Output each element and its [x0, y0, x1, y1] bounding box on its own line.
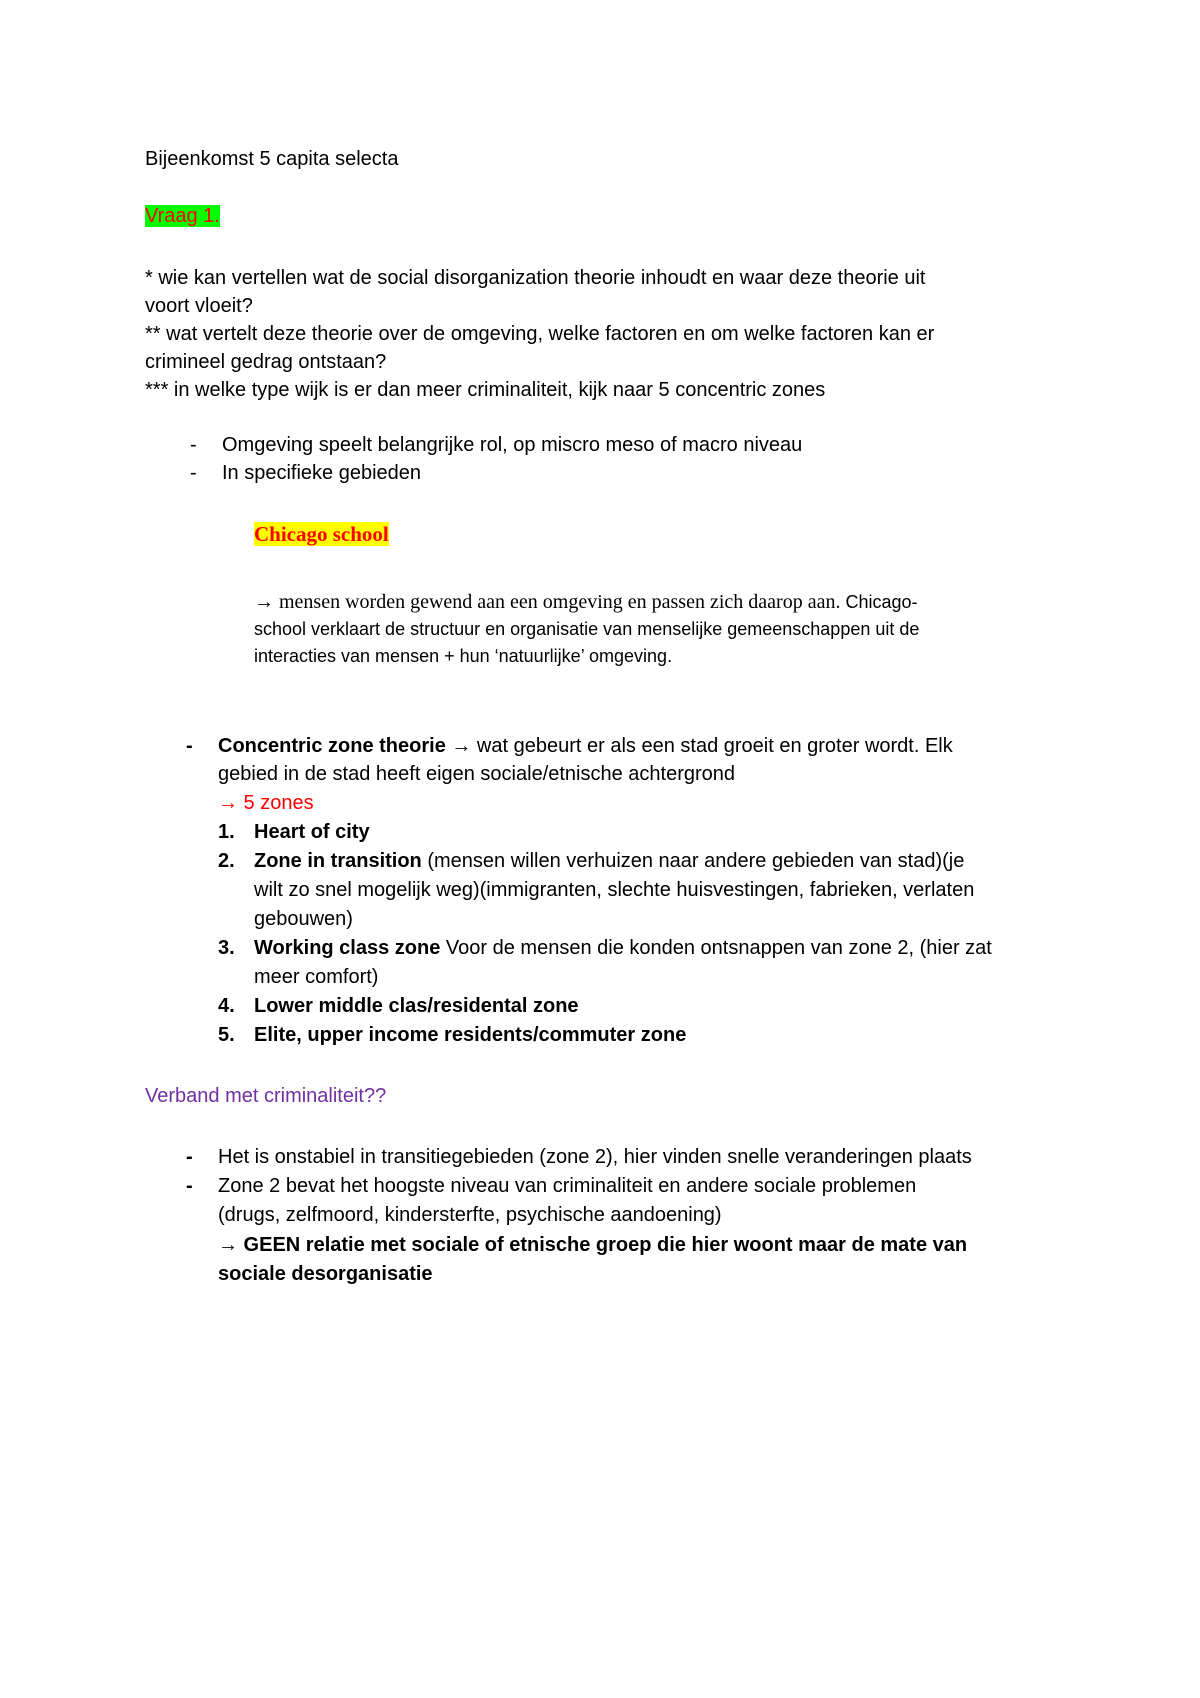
bullet-geen-relatie: [218, 1231, 967, 1259]
zone-text: (mensen willen verhuizen naar andere gebieden van stad)(je: [421, 850, 965, 872]
bullet-dash: -: [190, 434, 197, 456]
bullet-omgeving: Omgeving speelt belangrijke rol, op miscro meso of macro niveau: [222, 434, 803, 456]
bullet-dash: -: [190, 462, 197, 484]
chicago-line-1: [254, 588, 918, 616]
question-label-highlight: Vraag 1.: [145, 205, 220, 227]
chicago-heading-highlight: Chicago school: [254, 522, 389, 546]
concentric-bold: Concentric zone theorie: [218, 735, 446, 757]
zone-item-2-cont: wilt zo snel mogelijk weg)(immigranten, slechte huisvestingen, fabrieken, verlaten: [254, 879, 975, 901]
zone-title: Working class zone: [254, 937, 441, 959]
zone-text: Voor de mensen die konden ontsnappen van zone 2, (hier zat: [440, 937, 992, 959]
zone-title: Lower middle clas/residental zone: [254, 995, 579, 1017]
zone-title: Heart of city: [254, 821, 370, 843]
arrow-icon: →: [451, 735, 472, 757]
zone-item-3: [254, 934, 992, 962]
chicago-line-3: interacties van mensen + hun ‘natuurlijke’ omgeving.: [254, 646, 673, 666]
zone-number: 3.: [218, 937, 235, 959]
concentric-rest: wat gebeurt er als een stad groeit en groter wordt. Elk: [471, 735, 953, 757]
zone-item-2-cont: gebouwen): [254, 908, 353, 930]
chicago-text-sans: Chicago-: [845, 592, 918, 612]
concentric-dash: -: [186, 735, 193, 757]
question-line-3: ** wat vertelt deze theorie over de omgeving, welke factoren en om welke factoren kan er: [145, 323, 935, 345]
arrow-icon: →: [218, 1234, 238, 1256]
bullet-dash: -: [186, 1146, 193, 1168]
question-line-4: crimineel gedrag ontstaan?: [145, 351, 387, 373]
question-line-2: voort vloeit?: [145, 295, 253, 317]
zone-item-2: [254, 847, 964, 875]
chicago-heading: [254, 520, 389, 548]
question-line-5: *** in welke type wijk is er dan meer criminaliteit, kijk naar 5 concentric zones: [145, 379, 826, 401]
bullet-specifieke-gebieden: In specifieke gebieden: [222, 462, 422, 484]
question-label: [145, 202, 220, 230]
bullet-zone2-cont: (drugs, zelfmoord, kindersterfte, psychische aandoening): [218, 1204, 722, 1226]
chicago-text-serif: mensen worden gewend aan een omgeving en passen zich daarop aan.: [274, 591, 846, 613]
bullet-dash: -: [186, 1175, 193, 1197]
bullet-zone2: Zone 2 bevat het hoogste niveau van criminaliteit en andere sociale problemen: [218, 1175, 917, 1197]
zone-item-5: [254, 1021, 686, 1049]
question-line-1: * wie kan vertellen wat de social disorganization theorie inhoudt en waar deze theorie uit: [145, 267, 926, 289]
zone-title: Zone in transition: [254, 850, 422, 872]
zone-number: 1.: [218, 821, 235, 843]
arrow-icon: →: [254, 591, 274, 613]
zone-item-4: [254, 992, 579, 1020]
bullet-geen-relatie-cont: sociale desorganisatie: [218, 1263, 433, 1285]
bullet-onstabiel: Het is onstabiel in transitiegebieden (zone 2), hier vinden snelle veranderingen plaats: [218, 1146, 972, 1168]
zones-label: → 5 zones: [218, 792, 314, 814]
zone-number: 4.: [218, 995, 235, 1017]
zone-number: 2.: [218, 850, 235, 872]
zone-title: Elite, upper income residents/commuter zone: [254, 1024, 687, 1046]
zone-item-1: [254, 818, 370, 846]
verband-heading: Verband met criminaliteit??: [145, 1085, 387, 1107]
document-title: Bijeenkomst 5 capita selecta: [145, 148, 399, 170]
zone-item-3-cont: meer comfort): [254, 966, 379, 988]
chicago-line-2: school verklaart de structuur en organisatie van menselijke gemeenschappen uit de: [254, 619, 920, 639]
geen-relatie-text: GEEN relatie met sociale of etnische groep die hier woont maar de mate van: [238, 1234, 968, 1256]
zone-number: 5.: [218, 1024, 235, 1046]
concentric-line-1: [218, 732, 953, 760]
concentric-line-2: gebied in de stad heeft eigen sociale/etnische achtergrond: [218, 763, 736, 785]
